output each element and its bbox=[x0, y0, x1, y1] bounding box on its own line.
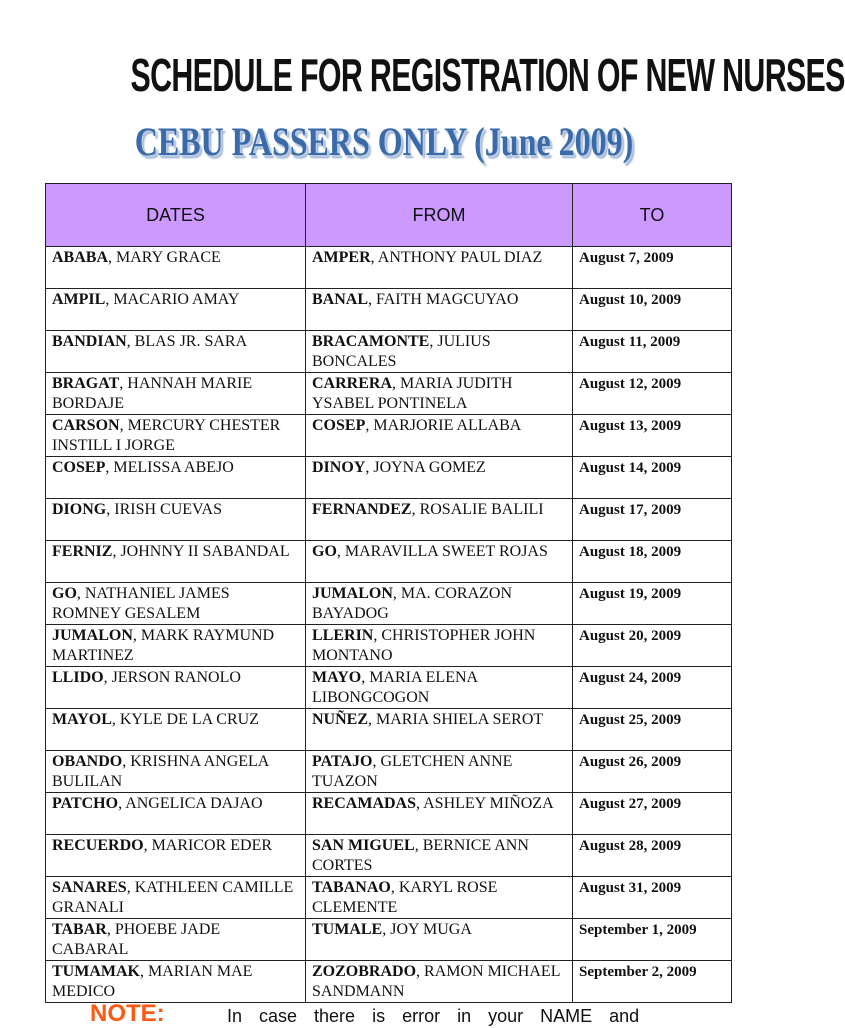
surname: PATAJO bbox=[312, 753, 373, 770]
surname: LLIDO bbox=[52, 669, 104, 686]
given-names: , MARIA SHIELA SEROT bbox=[368, 711, 544, 728]
given-names: , MELISSA ABEJO bbox=[105, 459, 234, 476]
cell-date: August 20, 2009 bbox=[573, 625, 732, 667]
cell-date: August 24, 2009 bbox=[573, 667, 732, 709]
cell-to-name bbox=[306, 709, 573, 751]
table-row bbox=[46, 289, 732, 331]
cell-date: August 13, 2009 bbox=[573, 415, 732, 457]
surname: MAYO bbox=[312, 669, 362, 686]
surname: TABANAO bbox=[312, 879, 391, 896]
cell-to-name bbox=[306, 583, 573, 625]
table-row bbox=[46, 331, 732, 373]
surname: AMPER bbox=[312, 249, 371, 266]
surname: TABAR bbox=[52, 921, 107, 938]
cell-date: August 25, 2009 bbox=[573, 709, 732, 751]
given-names: , MA. CORAZON BAYADOG bbox=[312, 585, 513, 622]
given-names: , JULIUS BONCALES bbox=[312, 333, 491, 370]
table-row bbox=[46, 541, 732, 583]
cell-to-name bbox=[306, 961, 573, 1003]
cell-from-name bbox=[46, 751, 306, 793]
cell-to-name bbox=[306, 667, 573, 709]
given-names: , KYLE DE LA CRUZ bbox=[111, 711, 259, 728]
given-names: , IRISH CUEVAS bbox=[106, 501, 222, 518]
surname: AMPIL bbox=[52, 291, 106, 308]
surname: DIONG bbox=[52, 501, 107, 518]
given-names: , MARIA JUDITH YSABEL PONTINELA bbox=[312, 375, 513, 412]
given-names: , BLAS JR. SARA bbox=[126, 333, 248, 350]
cell-date: September 2, 2009 bbox=[573, 961, 732, 1003]
cell-date: August 19, 2009 bbox=[573, 583, 732, 625]
surname: PATCHO bbox=[52, 795, 119, 812]
surname: LLERIN bbox=[312, 627, 374, 644]
table-header-row bbox=[46, 184, 732, 247]
table-row bbox=[46, 457, 732, 499]
cell-from-name bbox=[46, 877, 306, 919]
cell-from-name bbox=[46, 961, 306, 1003]
cell-to-name bbox=[306, 415, 573, 457]
given-names: , KRISHNA ANGELA BULILAN bbox=[52, 753, 269, 790]
table-row bbox=[46, 751, 732, 793]
surname: CARRERA bbox=[312, 375, 392, 392]
surname: COSEP bbox=[52, 459, 106, 476]
given-names: , ANGELICA DAJAO bbox=[118, 795, 263, 812]
table-row bbox=[46, 415, 732, 457]
cell-from-name bbox=[46, 625, 306, 667]
given-names: , KATHLEEN CAMILLE GRANALI bbox=[52, 879, 294, 916]
given-names: , JOY MUGA bbox=[382, 921, 472, 938]
given-names: , MARJORIE ALLABA bbox=[365, 417, 522, 434]
given-names: , ASHLEY MIÑOZA bbox=[416, 795, 554, 812]
surname: MAYOL bbox=[52, 711, 112, 728]
given-names: , GLETCHEN ANNE TUAZON bbox=[312, 753, 513, 790]
surname: RECUERDO bbox=[52, 837, 144, 854]
surname: OBANDO bbox=[52, 753, 123, 770]
note-label: NOTE: bbox=[90, 1000, 165, 1027]
surname: RECAMADAS bbox=[312, 795, 416, 812]
surname: BRACAMONTE bbox=[312, 333, 430, 350]
cell-to-name bbox=[306, 247, 573, 289]
cell-date: August 28, 2009 bbox=[573, 835, 732, 877]
cell-from-name bbox=[46, 247, 306, 289]
given-names: , HANNAH MARIE BORDAJE bbox=[52, 375, 253, 412]
given-names: , PHOEBE JADE CABARAL bbox=[52, 921, 221, 958]
given-names: , NATHANIEL JAMES ROMNEY GESALEM bbox=[52, 585, 230, 622]
cell-to-name bbox=[306, 541, 573, 583]
surname: TUMALE bbox=[312, 921, 383, 938]
note-text: In case there is error in your NAME and bbox=[227, 1006, 640, 1026]
given-names: , MARAVILLA SWEET ROJAS bbox=[336, 543, 548, 560]
table-row bbox=[46, 919, 732, 961]
table-row bbox=[46, 625, 732, 667]
document-subtitle: CEBU PASSERS ONLY (June 2009) bbox=[134, 119, 634, 164]
cell-from-name bbox=[46, 919, 306, 961]
table-row bbox=[46, 583, 732, 625]
surname: CARSON bbox=[52, 417, 120, 434]
surname: GO bbox=[312, 543, 337, 560]
surname: BRAGAT bbox=[52, 375, 120, 392]
table-row bbox=[46, 709, 732, 751]
cell-from-name bbox=[46, 583, 306, 625]
surname: TUMAMAK bbox=[52, 963, 140, 980]
surname: GO bbox=[52, 585, 77, 602]
cell-to-name bbox=[306, 751, 573, 793]
surname: DINOY bbox=[312, 459, 366, 476]
surname: SAN MIGUEL bbox=[312, 837, 415, 854]
given-names: , MARY GRACE bbox=[108, 249, 221, 266]
cell-to-name bbox=[306, 331, 573, 373]
cell-to-name bbox=[306, 877, 573, 919]
cell-to-name bbox=[306, 373, 573, 415]
cell-to-name bbox=[306, 499, 573, 541]
column-header-from: FROM bbox=[306, 184, 573, 247]
cell-date: August 10, 2009 bbox=[573, 289, 732, 331]
table-row bbox=[46, 373, 732, 415]
table-row bbox=[46, 835, 732, 877]
cell-date: August 31, 2009 bbox=[573, 877, 732, 919]
cell-from-name bbox=[46, 499, 306, 541]
given-names: , ANTHONY PAUL DIAZ bbox=[370, 249, 543, 266]
cell-to-name bbox=[306, 625, 573, 667]
cell-date: August 14, 2009 bbox=[573, 457, 732, 499]
cell-from-name bbox=[46, 373, 306, 415]
table-row bbox=[46, 247, 732, 289]
surname: JUMALON bbox=[312, 585, 393, 602]
given-names: , MARIA ELENA LIBONGCOGON bbox=[312, 669, 478, 706]
table-row bbox=[46, 499, 732, 541]
cell-date: August 7, 2009 bbox=[573, 247, 732, 289]
surname: FERNANDEZ bbox=[312, 501, 412, 518]
cell-from-name bbox=[46, 667, 306, 709]
surname: NUÑEZ bbox=[312, 711, 369, 728]
cell-to-name bbox=[306, 457, 573, 499]
cell-from-name bbox=[46, 289, 306, 331]
cell-from-name bbox=[46, 835, 306, 877]
cell-from-name bbox=[46, 331, 306, 373]
table-row bbox=[46, 961, 732, 1003]
cell-to-name bbox=[306, 793, 573, 835]
cell-from-name bbox=[46, 457, 306, 499]
cell-date: August 11, 2009 bbox=[573, 331, 732, 373]
given-names: , ROSALIE BALILI bbox=[411, 501, 544, 518]
surname: SANARES bbox=[52, 879, 127, 896]
cell-from-name bbox=[46, 415, 306, 457]
given-names: , JOHNNY II SABANDAL bbox=[112, 543, 290, 560]
surname: COSEP bbox=[312, 417, 366, 434]
given-names: , MARICOR EDER bbox=[143, 837, 273, 854]
cell-from-name bbox=[46, 541, 306, 583]
cell-to-name bbox=[306, 835, 573, 877]
surname: BANAL bbox=[312, 291, 369, 308]
cell-date: August 26, 2009 bbox=[573, 751, 732, 793]
given-names: , CHRISTOPHER JOHN MONTANO bbox=[312, 627, 536, 664]
table-row bbox=[46, 793, 732, 835]
surname: JUMALON bbox=[52, 627, 133, 644]
surname: FERNIZ bbox=[52, 543, 113, 560]
given-names: , RAMON MICHAEL SANDMANN bbox=[312, 963, 560, 1000]
cell-date: August 18, 2009 bbox=[573, 541, 732, 583]
cell-from-name bbox=[46, 709, 306, 751]
given-names: , JOYNA GOMEZ bbox=[365, 459, 486, 476]
column-header-to: TO bbox=[573, 184, 732, 247]
document-title: SCHEDULE FOR REGISTRATION OF NEW NURSES bbox=[130, 49, 845, 101]
surname: BANDIAN bbox=[52, 333, 127, 350]
cell-date: August 12, 2009 bbox=[573, 373, 732, 415]
cell-date: September 1, 2009 bbox=[573, 919, 732, 961]
given-names: , BERNICE ANN CORTES bbox=[312, 837, 529, 874]
surname: ABABA bbox=[52, 249, 109, 266]
cell-date: August 17, 2009 bbox=[573, 499, 732, 541]
table-row bbox=[46, 877, 732, 919]
given-names: , KARYL ROSE CLEMENTE bbox=[312, 879, 498, 916]
cell-date: August 27, 2009 bbox=[573, 793, 732, 835]
cell-to-name bbox=[306, 289, 573, 331]
given-names: , JERSON RANOLO bbox=[103, 669, 241, 686]
schedule-table bbox=[45, 183, 732, 1003]
given-names: , MARIAN MAE MEDICO bbox=[52, 963, 253, 1000]
cell-to-name bbox=[306, 919, 573, 961]
given-names: , MARK RAYMUND MARTINEZ bbox=[52, 627, 275, 664]
cell-from-name bbox=[46, 793, 306, 835]
given-names: , FAITH MAGCUYAO bbox=[368, 291, 519, 308]
table-row bbox=[46, 667, 732, 709]
column-header-dates: DATES bbox=[46, 184, 306, 247]
given-names: , MERCURY CHESTER INSTILL I JORGE bbox=[52, 417, 281, 454]
surname: ZOZOBRADO bbox=[312, 963, 417, 980]
given-names: , MACARIO AMAY bbox=[105, 291, 240, 308]
